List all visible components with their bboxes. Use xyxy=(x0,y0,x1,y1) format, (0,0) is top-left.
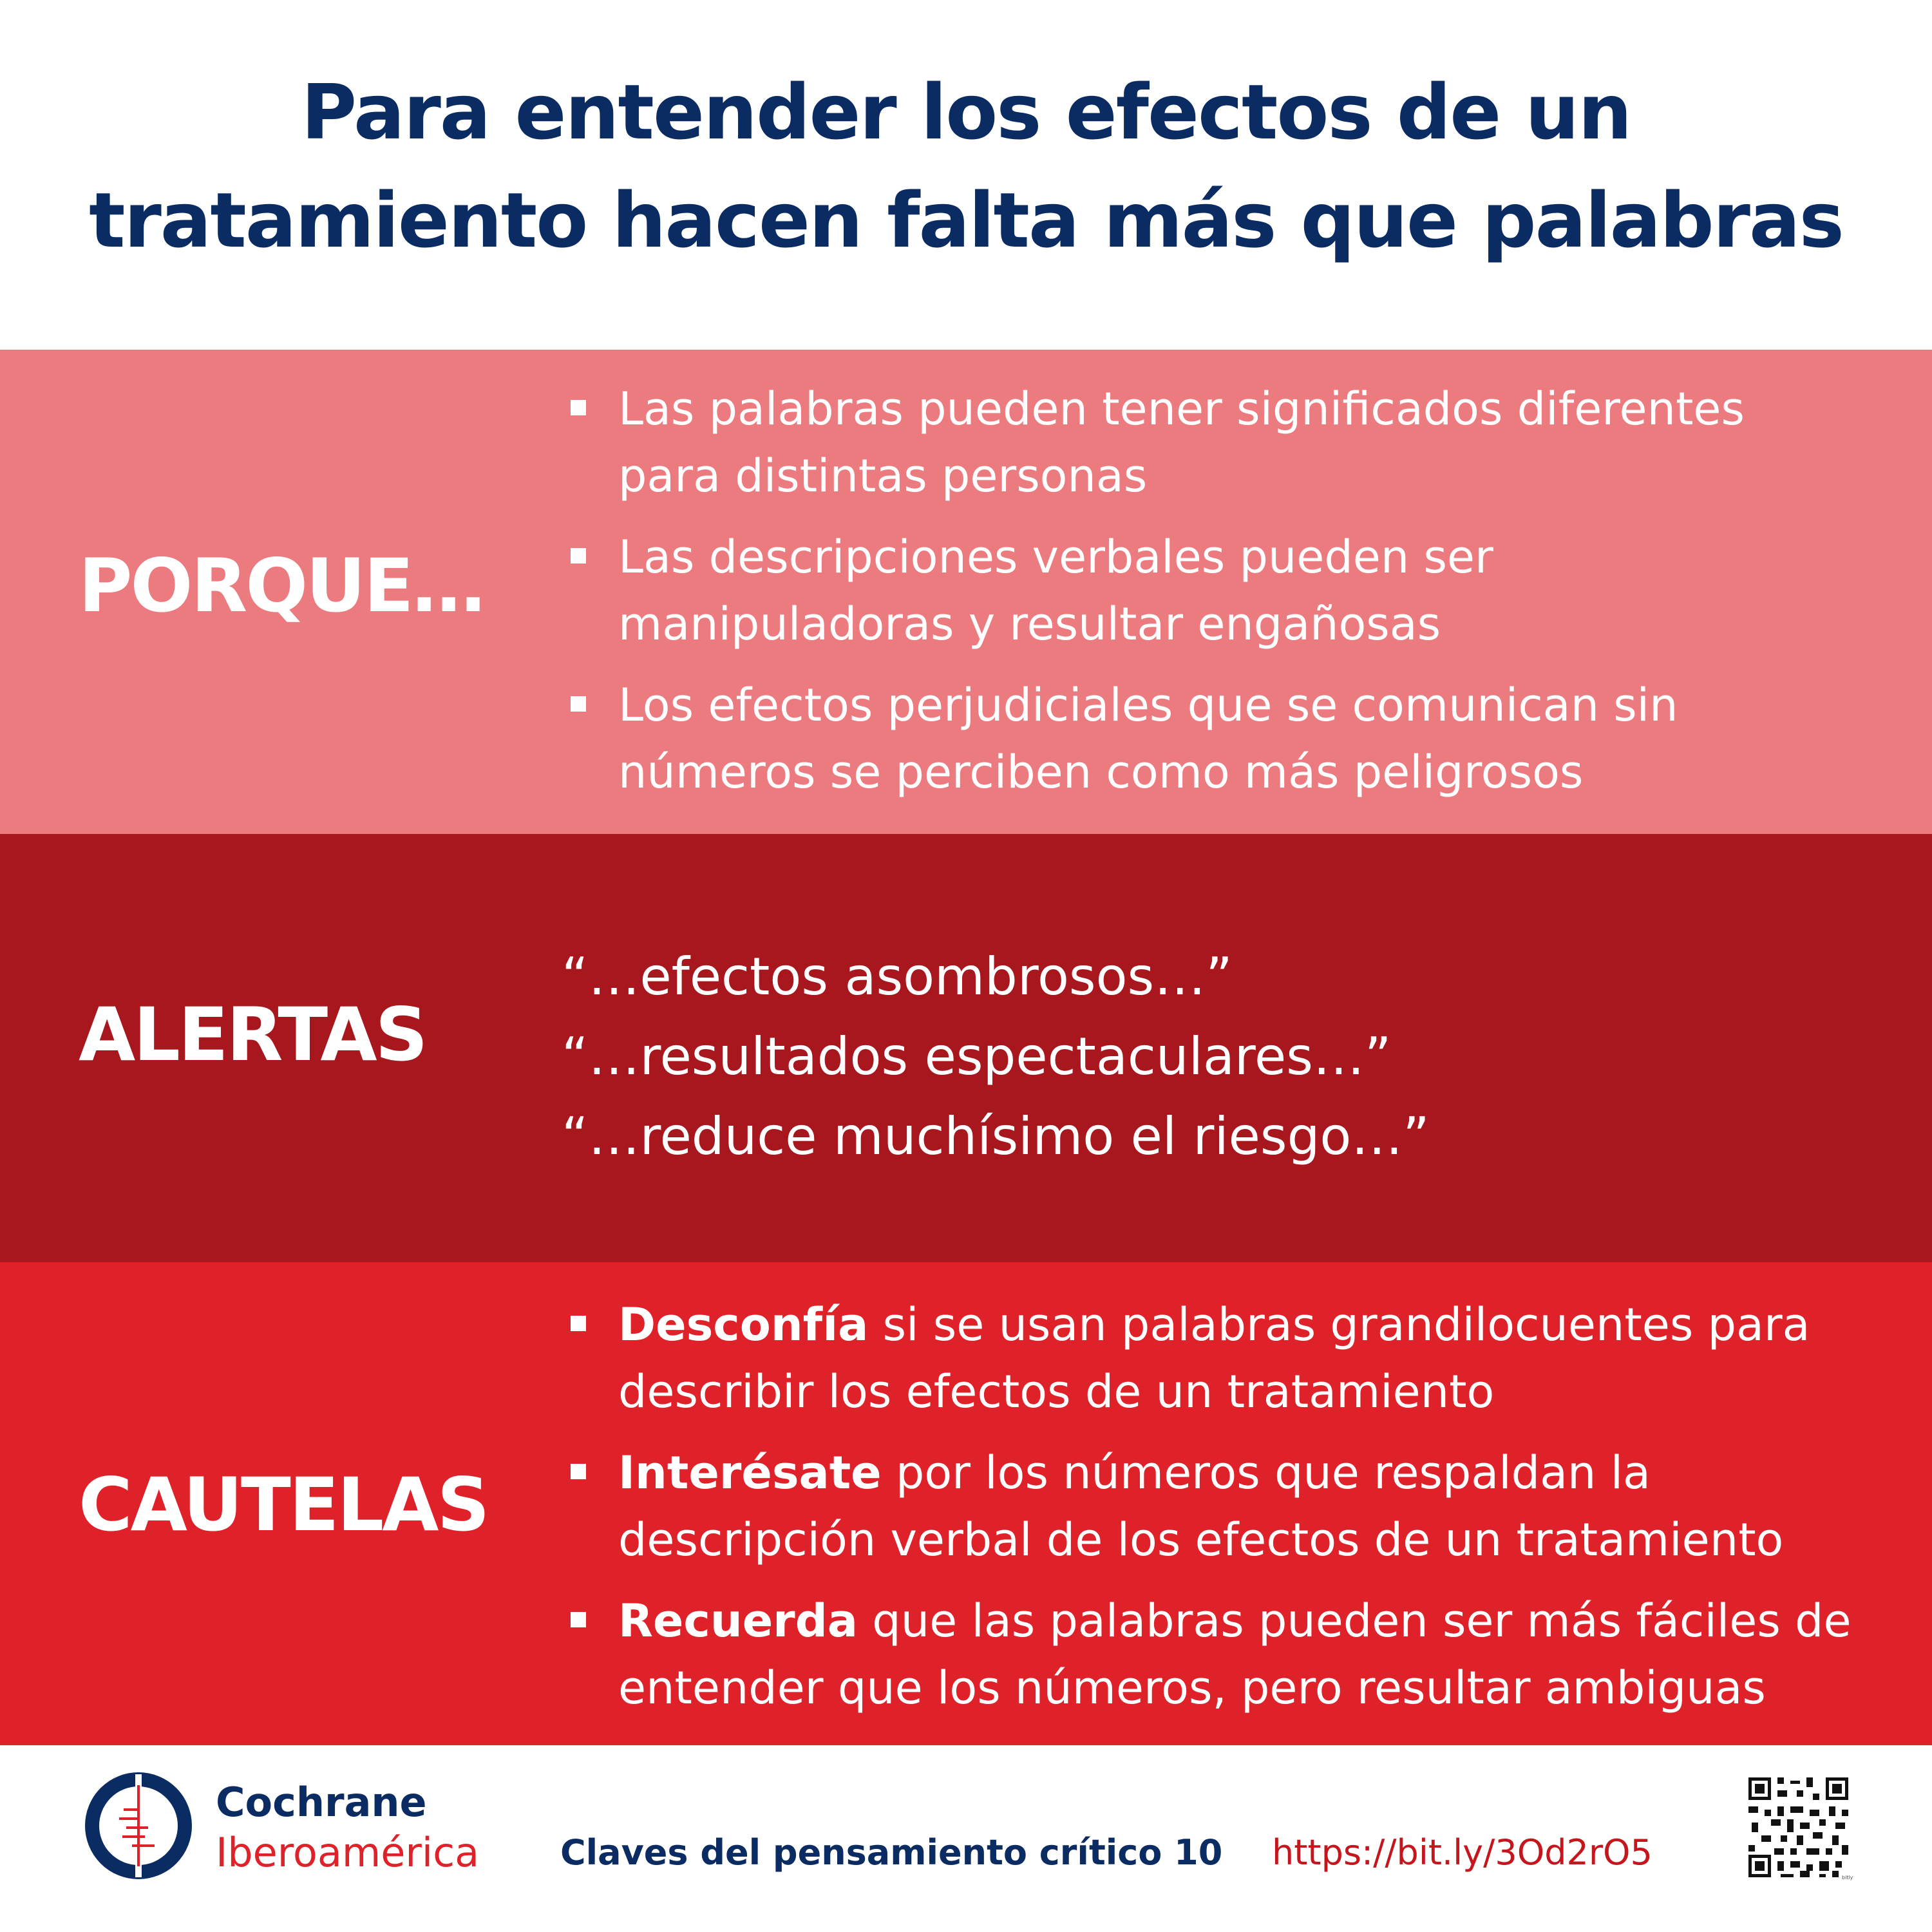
square-bullet-icon xyxy=(571,1464,586,1479)
brand-name: Cochrane xyxy=(216,1779,427,1826)
alertas-heading: ALERTAS xyxy=(79,992,426,1077)
qr-code-icon[interactable] xyxy=(1745,1774,1852,1880)
alertas-section xyxy=(0,834,1932,1262)
short-link[interactable]: https://bit.ly/3Od2rO5 xyxy=(1272,1832,1653,1873)
porque-section xyxy=(0,350,1932,834)
porque-list xyxy=(567,375,1906,820)
page-title xyxy=(0,58,1932,274)
square-bullet-icon xyxy=(571,548,586,564)
cautelas-list xyxy=(567,1291,1906,1736)
cautelas-section xyxy=(0,1262,1932,1745)
brand-region: Iberoamérica xyxy=(216,1829,480,1876)
list-item: Los efectos perjudiciales que se comunican sin números se perciben como más peligrosos xyxy=(567,672,1906,806)
series-label: Claves del pensamiento crítico 10 xyxy=(560,1832,1223,1873)
square-bullet-icon xyxy=(571,1316,586,1331)
quote: “…efectos asombrosos…” xyxy=(562,947,1233,1007)
emphasis: Desconfía xyxy=(618,1298,869,1351)
quote: “…reduce muchísimo el riesgo…” xyxy=(562,1106,1430,1166)
alertas-quotes xyxy=(562,937,1430,1177)
list-item: Recuerda que las palabras pueden ser más fáciles de entender que los números, pero resultar ambiguas xyxy=(567,1587,1906,1721)
quote: “…resultados espectaculares…” xyxy=(562,1027,1392,1086)
cochrane-logo-icon xyxy=(84,1771,193,1880)
qr-caption: bitly xyxy=(1842,1875,1853,1880)
square-bullet-icon xyxy=(571,400,586,415)
square-bullet-icon xyxy=(571,696,586,712)
emphasis: Interésate xyxy=(618,1446,882,1499)
title-line-1: Para entender los efectos de un xyxy=(301,68,1631,156)
list-item: Interésate por los números que respaldan la descripción verbal de los efectos de un tratamiento xyxy=(567,1439,1906,1573)
cautelas-heading: CAUTELAS xyxy=(79,1462,488,1548)
list-item: Desconfía si se usan palabras grandilocuentes para describir los efectos de un tratamiento xyxy=(567,1291,1906,1425)
emphasis: Recuerda xyxy=(618,1595,858,1647)
title-line-2: tratamiento hacen falta más que palabras xyxy=(89,176,1843,265)
porque-heading: PORQUE… xyxy=(79,543,484,629)
square-bullet-icon xyxy=(571,1612,586,1627)
list-item: Las palabras pueden tener significados diferentes para distintas personas xyxy=(567,375,1906,509)
list-item: Las descripciones verbales pueden ser manipuladoras y resultar engañosas xyxy=(567,524,1906,658)
